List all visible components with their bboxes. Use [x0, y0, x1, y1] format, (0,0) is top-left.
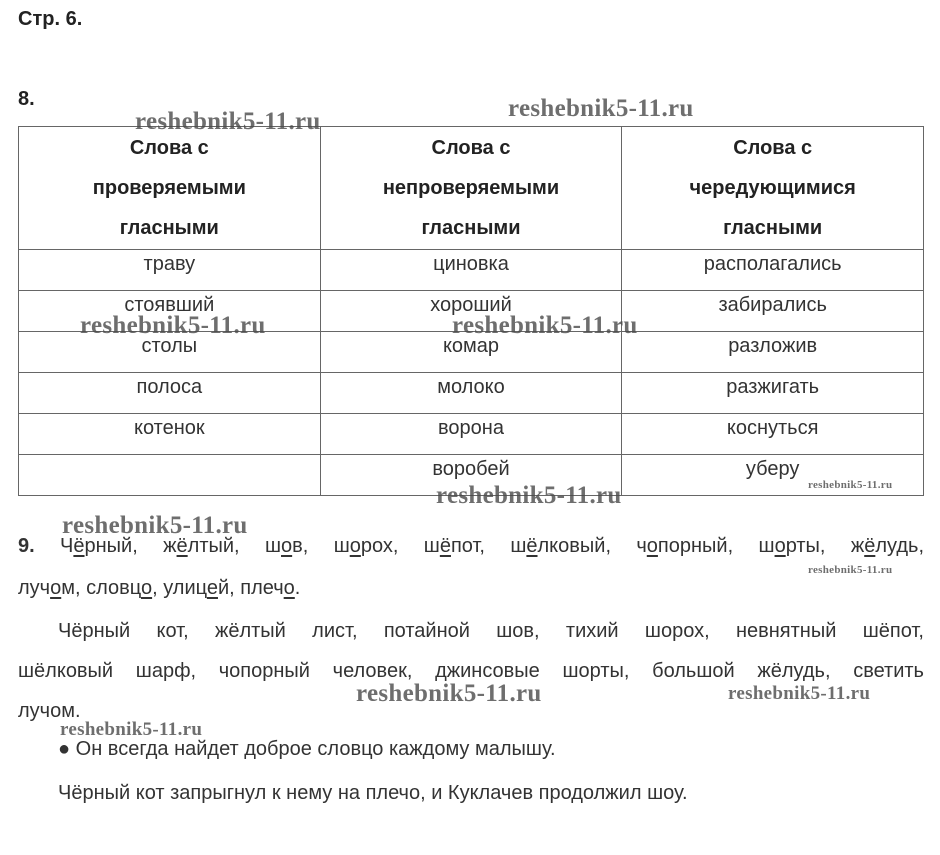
word-part: порный, [657, 535, 734, 557]
word [265, 535, 308, 558]
word: лист, [312, 620, 358, 642]
underlined-vowel: о [283, 577, 295, 599]
watermark: reshebnik5-11.ru [436, 482, 622, 509]
watermark: reshebnik5-11.ru [135, 108, 321, 135]
table-cell: забирались [622, 291, 924, 332]
watermark: reshebnik5-11.ru [808, 564, 893, 576]
column-header-line: Слова с [733, 137, 813, 159]
column-header-line: Слова с [129, 137, 209, 159]
column-header-line: гласными [119, 217, 219, 239]
word-part: м, [61, 577, 81, 599]
underlined-vowel: ё [73, 535, 85, 557]
word-part: в, [292, 535, 309, 557]
word-part: лковый, [537, 535, 612, 557]
word [334, 535, 399, 558]
word-part: луч [18, 577, 51, 599]
bullet-sentence: ● Он всегда найдет доброе словцо каждому малышу. [58, 738, 556, 760]
table-cell: разложив [622, 332, 924, 373]
word [240, 577, 300, 599]
table-cell: уберу [622, 455, 924, 496]
word-part: ш [264, 535, 282, 557]
word: жёлудь, [757, 660, 831, 682]
word: шорты, [562, 660, 630, 682]
word-part: лудь, [875, 535, 924, 557]
table-cell: комар [320, 332, 622, 373]
table-cell: молоко [320, 373, 622, 414]
word-part: , [152, 577, 158, 599]
underlined-vowel: ё [176, 535, 188, 557]
table-cell: располагались [622, 250, 924, 291]
paragraph-line-3: лучом. [18, 700, 81, 722]
underlined-vowel: ё [864, 535, 876, 557]
table-row [19, 414, 924, 455]
column-header-line: Слова с [431, 137, 511, 159]
word: шёлковый [18, 660, 114, 682]
watermark: reshebnik5-11.ru [728, 683, 871, 704]
word: шёпот, [862, 620, 924, 642]
word: потайной [383, 620, 470, 642]
word-part: ч [636, 535, 647, 557]
word-part: рты, [785, 535, 826, 557]
final-sentence: Чёрный кот запрыгнул к нему на плечо, и Куклачев продолжил шоу. [58, 782, 688, 804]
column-header [622, 127, 924, 250]
word-part: пот, [450, 535, 485, 557]
underlined-vowel: ё [439, 535, 451, 557]
task-8-number: 8. [18, 88, 35, 110]
watermark: reshebnik5-11.ru [60, 719, 203, 740]
underlined-vowel: ё [526, 535, 538, 557]
word-part: . [294, 577, 301, 599]
word-part: плеч [240, 577, 284, 599]
word-part: ж [850, 535, 865, 557]
table-cell: ворона [320, 414, 622, 455]
word-part: ж [163, 535, 177, 557]
underlined-vowel: е [206, 577, 218, 599]
word-part: ш [510, 535, 527, 557]
word-part: рох, [360, 535, 399, 557]
page-title: Стр. 6. [18, 8, 83, 30]
word-part: улиц [163, 577, 207, 599]
word: жёлтый [214, 620, 286, 642]
word [636, 535, 733, 558]
table-body [19, 250, 924, 496]
table-cell [19, 455, 321, 496]
watermark: reshebnik5-11.ru [508, 95, 694, 122]
words-table [18, 126, 924, 496]
column-header-line: непроверяемыми [382, 177, 560, 199]
table-cell: траву [19, 250, 321, 291]
watermark: reshebnik5-11.ru [356, 680, 542, 707]
word-part: лтый, [187, 535, 240, 557]
table-cell: коснуться [622, 414, 924, 455]
underlined-vowel: о [646, 535, 658, 557]
word: шорох, [644, 620, 710, 642]
word: шарф, [135, 660, 197, 682]
underlined-vowel: о [349, 535, 361, 557]
table-cell: циновка [320, 250, 622, 291]
column-header-line: гласными [421, 217, 521, 239]
table-cell: хороший [320, 291, 622, 332]
table-cell: разжигать [622, 373, 924, 414]
table-row [19, 250, 924, 291]
table-row [19, 373, 924, 414]
word: Чёрный [58, 620, 131, 642]
word [424, 535, 485, 558]
word: кот, [156, 620, 189, 642]
watermark: reshebnik5-11.ru [808, 479, 893, 491]
watermark: reshebnik5-11.ru [80, 312, 266, 339]
word [86, 577, 158, 599]
watermark: reshebnik5-11.ru [452, 312, 638, 339]
word [18, 577, 81, 599]
table-cell: столы [19, 332, 321, 373]
word-part: ш [758, 535, 775, 557]
word-part: й, [217, 577, 235, 599]
word: светить [853, 660, 924, 682]
word: чопорный [218, 660, 310, 682]
word [163, 577, 235, 599]
underlined-vowel: о [140, 577, 153, 599]
column-header [19, 127, 321, 250]
word-part: словц [86, 577, 141, 599]
task-9-line-2 [18, 577, 300, 600]
word-part: ш [423, 535, 440, 557]
word [851, 535, 924, 558]
word-part: Ч [60, 535, 74, 557]
column-header-line: проверяемыми [92, 177, 246, 199]
word: шов, [496, 620, 540, 642]
table-cell: воробей [320, 455, 622, 496]
word [759, 535, 826, 558]
column-header [320, 127, 622, 250]
column-header-line: чередующимися [689, 177, 856, 199]
underlined-vowel: о [281, 535, 293, 557]
underlined-vowel: о [50, 577, 62, 599]
word: человек, [332, 660, 413, 682]
table-cell: котенок [19, 414, 321, 455]
watermark: reshebnik5-11.ru [62, 512, 248, 539]
word: тихий [565, 620, 619, 642]
task-9-number: 9. [18, 535, 35, 557]
column-header-line: гласными [723, 217, 823, 239]
table-cell: полоса [19, 373, 321, 414]
word: большой [652, 660, 735, 682]
underlined-vowel: о [774, 535, 786, 557]
word [510, 535, 611, 558]
word-part: рный, [84, 535, 138, 557]
table-header-row [19, 127, 924, 250]
word: невнятный [735, 620, 837, 642]
table-cell: стоявший [19, 291, 321, 332]
word: джинсовые [435, 660, 540, 682]
word-part: ш [333, 535, 350, 557]
paragraph-line-1 [58, 620, 924, 643]
